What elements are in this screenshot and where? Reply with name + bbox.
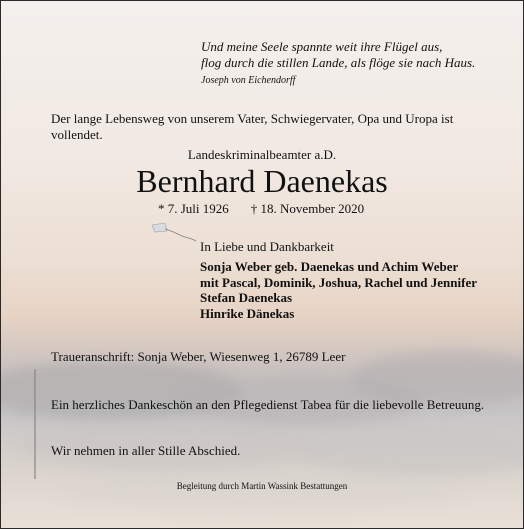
deceased-name: Bernhard Daenekas [136, 163, 388, 199]
quote-line-2: flog durch die stillen Lande, als flöge sie nach Haus. [201, 55, 476, 70]
mourner-line: mit Pascal, Dominik, Joshua, Rachel und Jennifer [200, 274, 477, 290]
cloud-shape [61, 471, 461, 511]
mourning-address: Traueranschrift: Sonja Weber, Wiesenweg 1, 26789 Leer [51, 349, 346, 364]
birth-date: * 7. Juli 1926 [158, 201, 229, 216]
life-dates [158, 201, 364, 217]
funeral-home-footer: Begleitung durch Martin Wassink Bestattungen [176, 481, 348, 491]
mourner-line: Hinrike Dänekas [200, 305, 295, 321]
deceased-rank: Landeskriminalbeamter a.D. [187, 147, 337, 162]
death-date: † 18. November 2020 [250, 201, 365, 216]
farewell-text: Wir nehmen in aller Stille Abschied. [51, 443, 241, 458]
quote-line-1: Und meine Seele spannte weit ihre Flügel aus, [201, 39, 443, 54]
cloud-shape [301, 431, 524, 476]
mourners-heading: In Liebe und Dankbarkeit [200, 239, 334, 254]
thanks-text: Ein herzliches Dankeschön an den Pflegedienst Tabea für die liebevolle Betreuung. [51, 397, 485, 412]
mourner-line: Stefan Daenekas [200, 290, 293, 305]
radio-mast [34, 369, 36, 479]
mourner-line: Sonja Weber geb. Daenekas und Achim Weber [200, 259, 459, 274]
quote-author: Joseph von Eichendorff [201, 75, 296, 86]
intro-text: Der lange Lebensweg von unserem Vater, Schwiegervater, Opa und Uropa ist vollendet. [51, 111, 454, 142]
mourners-list [200, 259, 477, 321]
kite-icon [151, 223, 197, 245]
